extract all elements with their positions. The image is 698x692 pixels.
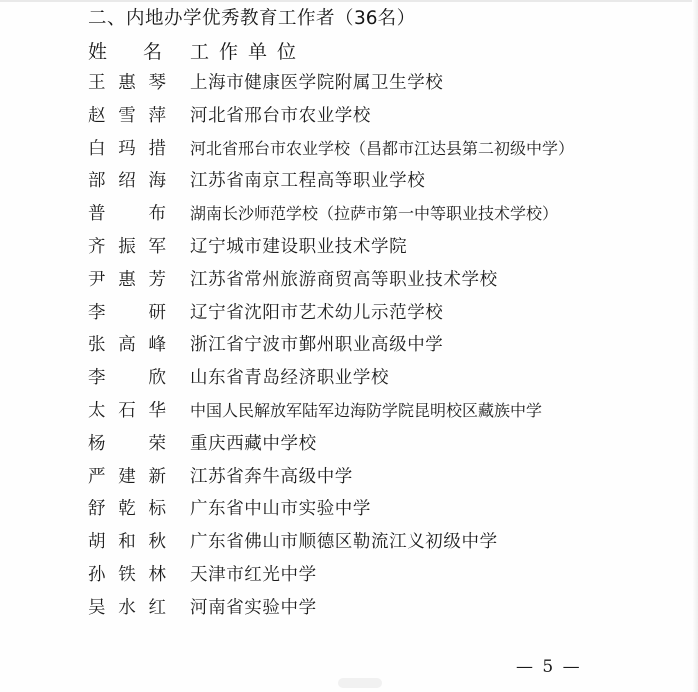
- person-name: [88, 267, 166, 293]
- name-char: 玛: [118, 138, 136, 159]
- person-name: [88, 529, 166, 555]
- person-name: [88, 103, 166, 129]
- name-char: 华: [148, 400, 166, 421]
- name-char: 太: [88, 400, 106, 421]
- work-unit: 河北省邢台市农业学校: [190, 105, 371, 126]
- name-char: 建: [118, 466, 136, 487]
- name-char: 孙: [88, 564, 106, 585]
- name-char: 惠: [118, 73, 136, 93]
- person-name: [88, 168, 166, 194]
- list-item: [88, 136, 648, 169]
- name-char: 铁: [118, 564, 136, 585]
- person-name: [88, 70, 166, 96]
- name-char: 高: [118, 335, 136, 356]
- work-unit: 天津市红光中学: [190, 564, 317, 585]
- name-char: 赵: [88, 105, 106, 126]
- name-char: 欣: [148, 368, 166, 389]
- section-title: [88, 4, 416, 30]
- person-name: [88, 365, 166, 391]
- name-char: 振: [118, 236, 136, 257]
- name-char: 军: [148, 236, 166, 257]
- name-char: 李: [88, 368, 106, 389]
- list-item: [88, 103, 648, 136]
- list-item: [88, 70, 648, 103]
- person-name: [88, 398, 166, 424]
- name-char: 芳: [148, 269, 166, 290]
- person-name: [88, 496, 166, 522]
- name-char: 和: [118, 532, 136, 553]
- name-char: 白: [88, 138, 106, 159]
- header-unit-column: 工作单位: [190, 41, 307, 63]
- work-unit: 山东省青岛经济职业学校: [190, 368, 390, 389]
- page-number-dash-right: —: [562, 657, 582, 677]
- work-unit: 上海市健康医学院附属卫生学校: [190, 73, 444, 93]
- person-name: [88, 562, 166, 588]
- name-char: 李: [88, 302, 106, 323]
- section-title-count: 36: [354, 8, 378, 29]
- person-name: [88, 332, 166, 358]
- page-number: [516, 657, 582, 677]
- section-title-suffix: 名）: [377, 8, 416, 29]
- name-char: 红: [148, 597, 166, 618]
- person-name: [88, 234, 166, 260]
- name-char: 海: [148, 171, 166, 192]
- list-item: [88, 562, 648, 595]
- list-item: [88, 267, 648, 300]
- name-char: 新: [148, 466, 166, 487]
- list-item: [88, 595, 648, 628]
- name-char: 胡: [88, 532, 106, 553]
- name-char: 杨: [88, 433, 106, 454]
- list-item: [88, 431, 648, 464]
- list-item: [88, 529, 648, 562]
- name-char: 绍: [118, 171, 136, 192]
- work-unit: 湖南长沙师范学校（拉萨市第一中等职业技术学校）: [190, 204, 559, 224]
- list-item: [88, 300, 648, 333]
- name-char: 峰: [148, 335, 166, 356]
- name-char: 吴: [88, 597, 106, 618]
- list-item: [88, 168, 648, 201]
- name-char: 研: [148, 302, 166, 323]
- name-char: 石: [118, 400, 136, 421]
- name-char: 荣: [148, 433, 166, 454]
- work-unit: 江苏省奔牛高级中学: [190, 466, 353, 487]
- page-number-value: 5: [542, 657, 556, 677]
- work-unit: 辽宁省沈阳市艺术幼儿示范学校: [190, 302, 444, 323]
- work-unit: 辽宁城市建设职业技术学院: [190, 236, 408, 257]
- work-unit: 河北省邢台市农业学校（昌都市江达县第二初级中学）: [190, 138, 575, 158]
- work-unit: 中国人民解放军陆军边海防学院昆明校区藏族中学: [190, 400, 543, 420]
- name-char: 琴: [148, 73, 166, 93]
- name-char: 王: [88, 73, 106, 93]
- scan-smudge: [338, 678, 382, 688]
- header-name-column: 姓名: [88, 41, 199, 63]
- person-name: [88, 201, 166, 227]
- list-item: [88, 201, 648, 234]
- name-char: 惠: [118, 269, 136, 290]
- name-char: 措: [148, 138, 166, 159]
- work-unit: 重庆西藏中学校: [190, 433, 317, 454]
- section-title-text: 二、内地办学优秀教育工作者（: [88, 8, 355, 29]
- name-char: 萍: [148, 105, 166, 126]
- name-char: 乾: [118, 499, 136, 520]
- work-unit: 河南省实验中学: [190, 597, 317, 618]
- name-char: 雪: [118, 105, 136, 126]
- person-name: [88, 595, 166, 621]
- name-char: 林: [148, 564, 166, 585]
- list-item: [88, 332, 648, 365]
- name-char: 秋: [148, 532, 166, 553]
- page-number-dash-left: —: [516, 657, 535, 677]
- work-unit: 广东省佛山市顺德区勒流江义初级中学: [190, 532, 498, 553]
- list-item: [88, 464, 648, 497]
- list-item: [88, 234, 648, 267]
- name-char: 标: [148, 499, 166, 520]
- work-unit: 江苏省常州旅游商贸高等职业技术学校: [190, 269, 498, 290]
- name-char: 张: [88, 335, 106, 356]
- name-char: 舒: [88, 499, 106, 520]
- name-char: 尹: [88, 269, 106, 290]
- list-item: [88, 365, 648, 398]
- work-unit: 浙江省宁波市鄞州职业高级中学: [190, 335, 444, 356]
- person-name: [88, 431, 166, 457]
- name-char: 部: [88, 171, 106, 192]
- work-unit: 江苏省南京工程高等职业学校: [190, 171, 426, 192]
- name-char: 严: [88, 466, 106, 487]
- work-unit: 广东省中山市实验中学: [190, 499, 371, 520]
- scan-edge-right: [692, 0, 698, 692]
- person-name: [88, 464, 166, 490]
- list-item: [88, 398, 648, 431]
- name-char: 水: [118, 597, 136, 618]
- person-name: [88, 300, 166, 326]
- name-char: 齐: [88, 236, 106, 257]
- name-char: 布: [148, 204, 166, 225]
- person-name: [88, 136, 166, 162]
- scan-edge-top: [0, 0, 698, 2]
- roster-list: [88, 70, 648, 628]
- name-char: 普: [88, 204, 106, 225]
- list-item: [88, 496, 648, 529]
